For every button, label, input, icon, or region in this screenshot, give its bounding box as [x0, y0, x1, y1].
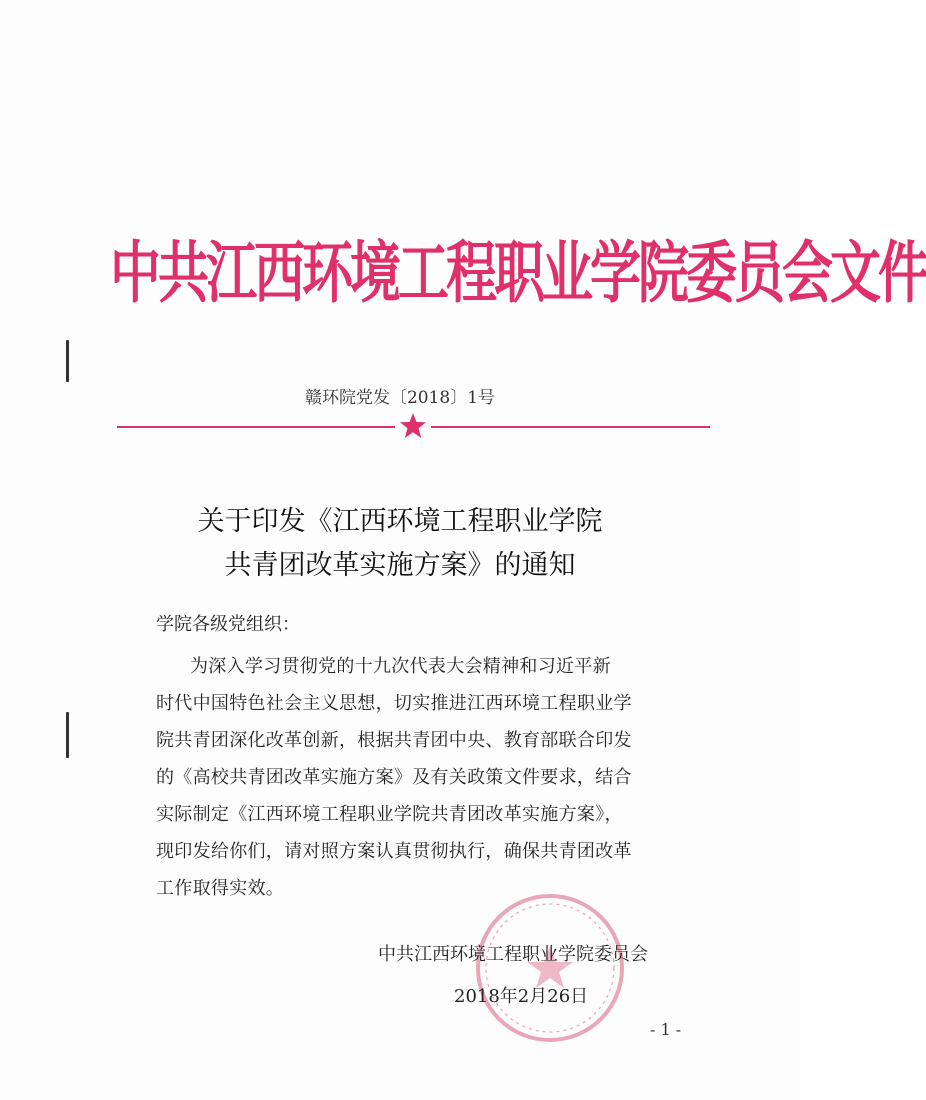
body-line: 工作取得实效。: [156, 878, 285, 899]
issue-date: 2018年2月26日: [454, 986, 589, 1007]
red-divider-left: [117, 426, 395, 428]
official-seal: [470, 888, 630, 1048]
salutation: 学院各级党组织：: [156, 614, 300, 635]
red-star-icon: [398, 411, 428, 441]
body-line: 实际制定《江西环境工程职业学院共青团改革实施方案》，: [156, 804, 623, 825]
body-line: 院共青团深化改革创新，根据共青团中央、教育部联合印发: [156, 730, 632, 751]
document-number: 赣环院党发〔2018〕1号: [304, 388, 496, 408]
body-line: 的《高校共青团改革实施方案》及有关政策文件要求，结合: [156, 767, 632, 788]
issuer-header-title: 中共江西环境工程职业学院委员会文件: [110, 235, 926, 314]
body-line: 时代中国特色社会主义思想，切实推进江西环境工程职业学: [156, 693, 632, 714]
binding-mark: [66, 712, 69, 758]
notice-title-line-1: 关于印发《江西环境工程职业学院: [197, 506, 603, 537]
body-line: 为深入学习贯彻党的十九次代表大会精神和习近平新: [190, 656, 611, 677]
binding-mark: [66, 340, 69, 382]
issuer-signature: 中共江西环境工程职业学院委员会: [378, 944, 648, 965]
body-line: 现印发给你们，请对照方案认真贯彻执行，确保共青团改革: [156, 841, 632, 862]
red-divider-right: [431, 426, 710, 428]
page-number: - 1 -: [650, 1020, 682, 1039]
notice-title-line-2: 共青团改革实施方案》的通知: [224, 550, 576, 581]
